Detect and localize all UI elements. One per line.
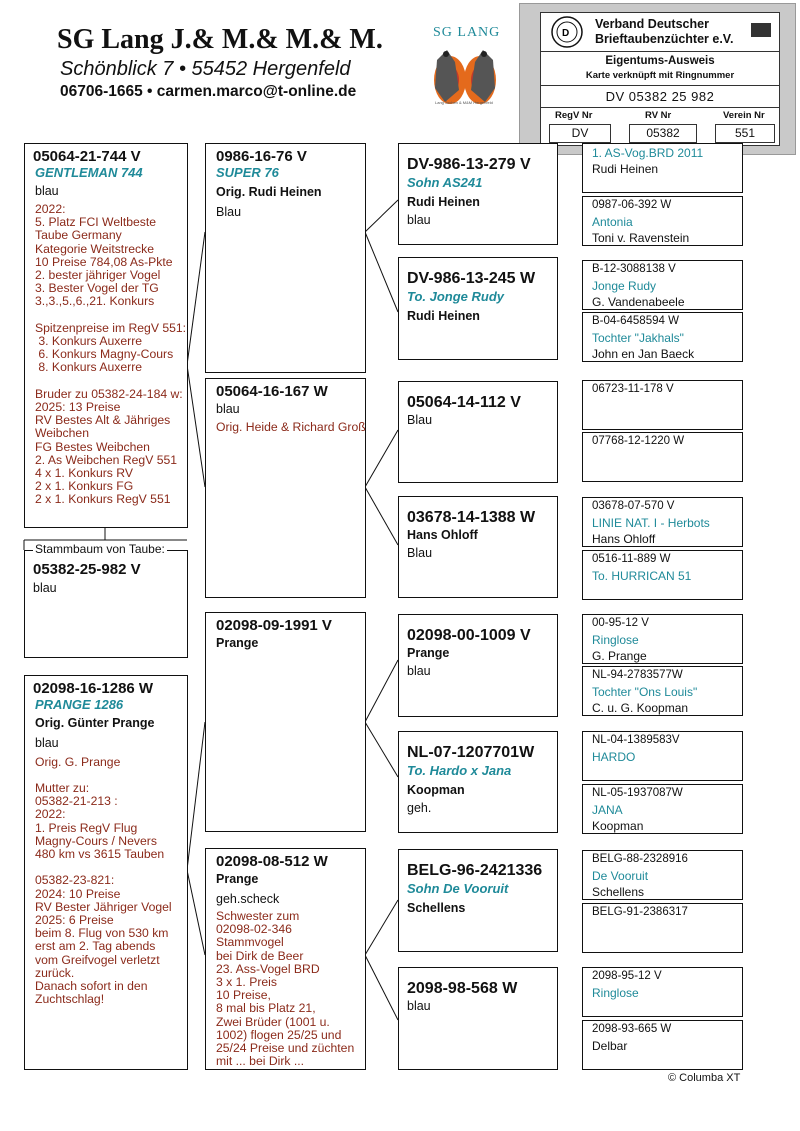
- gen2-mf-box: [205, 612, 366, 832]
- sg-lang-logo: [415, 20, 515, 110]
- pigeon-silhouette-icon: [751, 23, 771, 37]
- note-line: 2025: 6 Preise: [35, 913, 114, 928]
- gen4-ring: BELG-91-2386317: [592, 906, 688, 918]
- note-line: Kategorie Weitstrecke: [35, 241, 154, 256]
- card-org-line2: Brieftaubenzüchter e.V.: [595, 32, 734, 46]
- note-line: 480 km vs 3615 Tauben: [35, 847, 165, 862]
- gen4-box-5: [582, 380, 743, 430]
- gen3-box-3: [398, 381, 558, 483]
- note-line: 3. Konkurs Auxerre: [35, 334, 143, 349]
- note-line: [35, 309, 186, 322]
- gen2-fm-orig: Orig. Heide & Richard Groß: [216, 420, 366, 434]
- gen4-ring: BELG-88-2328916: [592, 853, 688, 865]
- gen4-box-3: [582, 260, 743, 310]
- mother-color: blau: [35, 736, 59, 750]
- gen3-box-7: [398, 849, 558, 952]
- subject-label: Stammbaum von Taube:: [35, 542, 165, 556]
- card-col2-value: 05382: [646, 126, 680, 140]
- note-line: Danach sofort in den: [35, 979, 148, 994]
- gen4-box-10: [582, 666, 743, 716]
- logo-small-text: Lang Jochen & M&M Hergenfeld: [435, 100, 493, 105]
- gen4-name: LINIE NAT. I - Herbots: [592, 516, 710, 530]
- father-color: blau: [35, 184, 59, 198]
- gen2-ff-box: [205, 143, 366, 373]
- note-line: Schwester zum: [216, 909, 300, 923]
- note-line: 25/24 Preise und züchten: [216, 1041, 355, 1056]
- gen4-name: Ringlose: [592, 986, 639, 1000]
- gen3-name: To. Hardo x Jana: [407, 763, 512, 778]
- gen3-ring: 05064-14-112 V: [407, 394, 521, 411]
- card-ring-number: DV 05382 25 982: [605, 89, 715, 104]
- note-line: Taube Germany: [35, 228, 122, 243]
- gen3-color: blau: [407, 213, 431, 227]
- note-line: 1002) flogen 25/25 und: [216, 1027, 342, 1042]
- note-line: Zuchtschlag!: [35, 992, 105, 1007]
- ownership-card: [519, 3, 796, 155]
- gen4-ring: 07768-12-1220 W: [592, 435, 685, 447]
- gen2-mm-ring: 02098-08-512 W: [216, 853, 328, 870]
- note-line: 1. Preis RegV Flug: [35, 820, 138, 835]
- note-line: 23. Ass-Vogel BRD: [216, 961, 320, 976]
- note-line: FG Bestes Weibchen: [35, 439, 150, 454]
- note-line: 2022:: [35, 202, 66, 216]
- gen3-ring: NL-07-1207701W: [407, 744, 535, 761]
- gen3-box-5: [398, 614, 558, 717]
- gen4-box-11: [582, 731, 743, 781]
- gen3-ring: BELG-96-2421336: [407, 862, 543, 879]
- card-col1-value: DV: [571, 126, 589, 140]
- gen2-mm-color: geh.scheck: [216, 892, 280, 906]
- gen4-box-4: [582, 312, 743, 362]
- gen2-mm-notes: [216, 910, 354, 1068]
- gen4-ring: 2098-95-12 V: [592, 970, 662, 982]
- gen4-owner: G. Prange: [592, 649, 647, 663]
- gen4-box-13: [582, 850, 743, 900]
- gen4-owner: Toni v. Ravenstein: [592, 231, 690, 245]
- gen3-name: Sohn De Vooruit: [407, 881, 509, 896]
- gen3-ring: 2098-98-568 W: [407, 980, 518, 997]
- note-line: 05382-21-213 :: [35, 794, 118, 809]
- gen4-ring: NL-05-1937087W: [592, 787, 683, 799]
- breeder-contact: 06706-1665 • carmen.marco@t-online.de: [60, 83, 357, 100]
- gen4-owner: C. u. G. Koopman: [592, 701, 689, 715]
- gen3-name: To. Jonge Rudy: [407, 289, 505, 304]
- gen3-box-1: [398, 143, 558, 245]
- gen3-color: geh.: [407, 801, 432, 815]
- card-header: [541, 13, 779, 52]
- note-line: 4 x 1. Konkurs RV: [35, 466, 133, 481]
- gen3-owner: Rudi Heinen: [407, 309, 480, 323]
- subject-color: blau: [33, 581, 57, 595]
- card-org-line1: Verband Deutscher: [595, 17, 709, 31]
- gen3-ring: DV-986-13-279 V: [407, 156, 531, 173]
- note-line: Zwei Brüder (1001 u.: [216, 1014, 330, 1029]
- note-line: 3.,3.,5.,6.,21. Konkurs: [35, 294, 155, 309]
- father-name: GENTLEMAN 744: [35, 165, 143, 180]
- gen4-ring: 2098-93-665 W: [592, 1023, 672, 1035]
- gen3-box-6: [398, 731, 558, 833]
- gen3-owner: Koopman: [407, 783, 465, 797]
- note-line: 8 mal bis Platz 21,: [216, 1001, 316, 1016]
- gen3-box-8: [398, 967, 558, 1070]
- breeder-address: Schönblick 7 • 55452 Hergenfeld: [60, 58, 351, 80]
- gen3-ring: DV-986-13-245 W: [407, 270, 536, 287]
- gen4-ring: NL-94-2783577W: [592, 669, 683, 681]
- card-inner: [540, 12, 780, 146]
- gen4-ring: 00-95-12 V: [592, 617, 649, 629]
- breeder-title: SG Lang J.& M.& M.& M.: [57, 24, 383, 55]
- gen2-fm-box: [205, 378, 366, 598]
- gen4-ring: 0516-11-889 W: [592, 553, 671, 565]
- note-line: 2 x 1. Konkurs FG: [35, 479, 134, 494]
- gen2-fm-ring: 05064-16-167 W: [216, 383, 328, 400]
- gen4-box-7: [582, 497, 743, 547]
- gen4-owner: Koopman: [592, 819, 644, 833]
- gen4-owner: Hans Ohloff: [592, 532, 656, 546]
- subject-ring: 05382-25-982 V: [33, 561, 141, 578]
- gen2-fm-color: blau: [216, 402, 240, 416]
- gen2-mm-owner: Prange: [216, 872, 259, 886]
- gen4-name: Ringlose: [592, 633, 639, 647]
- note-line: 2024: 10 Preise: [35, 886, 121, 901]
- subject-box: [24, 550, 188, 658]
- note-line: 8. Konkurs Auxerre: [35, 360, 143, 375]
- gen2-mm-box: [205, 848, 366, 1070]
- note-line: erst am 2. Tag abends: [35, 939, 156, 954]
- note-line: Magny-Cours / Nevers: [35, 833, 157, 848]
- mother-notes: [35, 782, 172, 1006]
- gen3-owner: Prange: [407, 646, 450, 660]
- note-line: bei Dirk de Beer: [216, 948, 304, 963]
- vdbz-emblem-icon: [547, 15, 587, 49]
- svg-text:D: D: [562, 28, 570, 39]
- gen4-name: To. HURRICAN 51: [592, 569, 692, 583]
- gen4-ring: B-04-6458594 W: [592, 315, 679, 327]
- note-line: 2 x 1. Konkurs RegV 551: [35, 492, 171, 507]
- gen4-name: Antonia: [592, 215, 633, 229]
- card-col2-label: RV Nr: [645, 110, 672, 121]
- gen3-owner: Schellens: [407, 901, 466, 915]
- card-col3-label: Verein Nr: [723, 110, 765, 121]
- gen4-ring: 03678-07-570 V: [592, 500, 675, 512]
- note-line: 2022:: [35, 807, 66, 822]
- card-col1-label: RegV Nr: [555, 110, 593, 121]
- father-ring: 05064-21-744 V: [33, 148, 141, 165]
- note-line: Spitzenpreise im RegV 551:: [35, 320, 187, 335]
- gen4-owner: Rudi Heinen: [592, 162, 659, 176]
- card-col3-value: 551: [734, 126, 756, 140]
- note-line: 10 Preise,: [216, 988, 271, 1003]
- gen3-color: blau: [407, 999, 431, 1013]
- logo-text: SG LANG: [433, 25, 501, 40]
- gen4-box-8: [582, 550, 743, 600]
- gen2-ff-name: SUPER 76: [216, 165, 279, 180]
- gen4-ring: 06723-11-178 V: [592, 383, 674, 395]
- note-line: Stammvogel: [216, 935, 284, 950]
- note-line: 10 Preise 784,08 As-Pkte: [35, 254, 173, 269]
- note-line: beim 8. Flug von 530 km: [35, 926, 169, 941]
- note-line: 5. Platz FCI Weltbeste: [35, 215, 157, 230]
- card-subtitle: Karte verknüpft mit Ringnummer: [585, 70, 735, 81]
- gen4-owner: G. Vandenabeele: [592, 295, 685, 309]
- note-line: Weibchen: [35, 426, 89, 441]
- note-line: 2025: 13 Preise: [35, 400, 121, 415]
- gen4-ring: NL-04-1389583V: [592, 734, 680, 746]
- card-title: Eigentums-Ausweis: [605, 55, 715, 67]
- mother-orig: Orig. G. Prange: [35, 755, 121, 769]
- father-notes: [35, 203, 186, 507]
- gen4-owner: Schellens: [592, 885, 645, 899]
- gen4-box-6: [582, 432, 743, 482]
- gen4-ring: 1. AS-Vog.BRD 2011: [592, 146, 704, 160]
- note-line: RV Bester Jähriger Vogel: [35, 899, 172, 914]
- gen4-box-2: [582, 196, 743, 246]
- gen3-color: blau: [407, 664, 431, 678]
- note-line: 05382-23-821:: [35, 873, 115, 888]
- note-line: 3 x 1. Preis: [216, 975, 277, 990]
- copyright-footer: © Columba XT: [668, 1072, 741, 1084]
- gen4-name: Tochter "Ons Louis": [592, 685, 698, 699]
- note-line: Mutter zu:: [35, 781, 90, 795]
- gen4-box-16: [582, 1020, 743, 1070]
- note-line: 3. Bester Vogel der TG: [35, 281, 159, 296]
- gen4-ring: 0987-06-392 W: [592, 199, 672, 211]
- gen4-name: HARDO: [592, 750, 636, 764]
- note-line: zurück.: [35, 965, 75, 980]
- note-line: mit ... bei Dirk ...: [216, 1054, 305, 1069]
- note-line: RV Bestes Alt & Jähriges: [35, 413, 171, 428]
- gen4-box-1: [582, 143, 743, 193]
- gen3-ring: 03678-14-1388 W: [407, 509, 536, 526]
- note-line: vom Greifvogel verletzt: [35, 952, 160, 967]
- note-line: 2. As Weibchen RegV 551: [35, 452, 178, 467]
- gen4-name: Tochter "Jakhals": [592, 331, 684, 345]
- note-line: [35, 375, 186, 388]
- father-box: [24, 143, 188, 528]
- gen4-box-14: [582, 903, 743, 953]
- gen4-box-15: [582, 967, 743, 1017]
- gen2-ff-ring: 0986-16-76 V: [216, 148, 307, 165]
- mother-name: PRANGE 1286: [35, 697, 124, 712]
- gen2-ff-owner: Orig. Rudi Heinen: [216, 185, 322, 199]
- gen2-ff-color: Blau: [216, 205, 242, 219]
- gen3-owner: Hans Ohloff: [407, 528, 478, 542]
- note-line: 02098-02-346: [216, 922, 292, 937]
- gen4-name: De Vooruit: [592, 869, 649, 883]
- gen4-name: JANA: [592, 803, 623, 817]
- mother-owner: Orig. Günter Prange: [35, 716, 155, 730]
- gen4-name: Jonge Rudy: [592, 279, 657, 293]
- gen3-owner: Rudi Heinen: [407, 195, 480, 209]
- gen3-box-2: [398, 257, 558, 360]
- note-line: Bruder zu 05382-24-184 w:: [35, 386, 183, 401]
- gen3-box-4: [398, 496, 558, 598]
- gen4-owner: John en Jan Baeck: [592, 347, 695, 361]
- gen3-ring: 02098-00-1009 V: [407, 627, 531, 644]
- mother-box: [24, 675, 188, 1070]
- gen4-owner: Delbar: [592, 1039, 628, 1053]
- mother-ring: 02098-16-1286 W: [33, 680, 154, 697]
- gen4-box-9: [582, 614, 743, 664]
- gen2-mf-ring: 02098-09-1991 V: [216, 617, 332, 634]
- note-line: 2. bester jähriger Vogel: [35, 268, 161, 283]
- note-line: 6. Konkurs Magny-Cours: [35, 347, 174, 362]
- gen4-box-12: [582, 784, 743, 834]
- gen3-color: Blau: [407, 413, 433, 427]
- gen3-color: Blau: [407, 546, 433, 560]
- gen4-ring: B-12-3088138 V: [592, 263, 676, 275]
- gen3-name: Sohn AS241: [407, 175, 483, 190]
- gen2-mf-owner: Prange: [216, 636, 259, 650]
